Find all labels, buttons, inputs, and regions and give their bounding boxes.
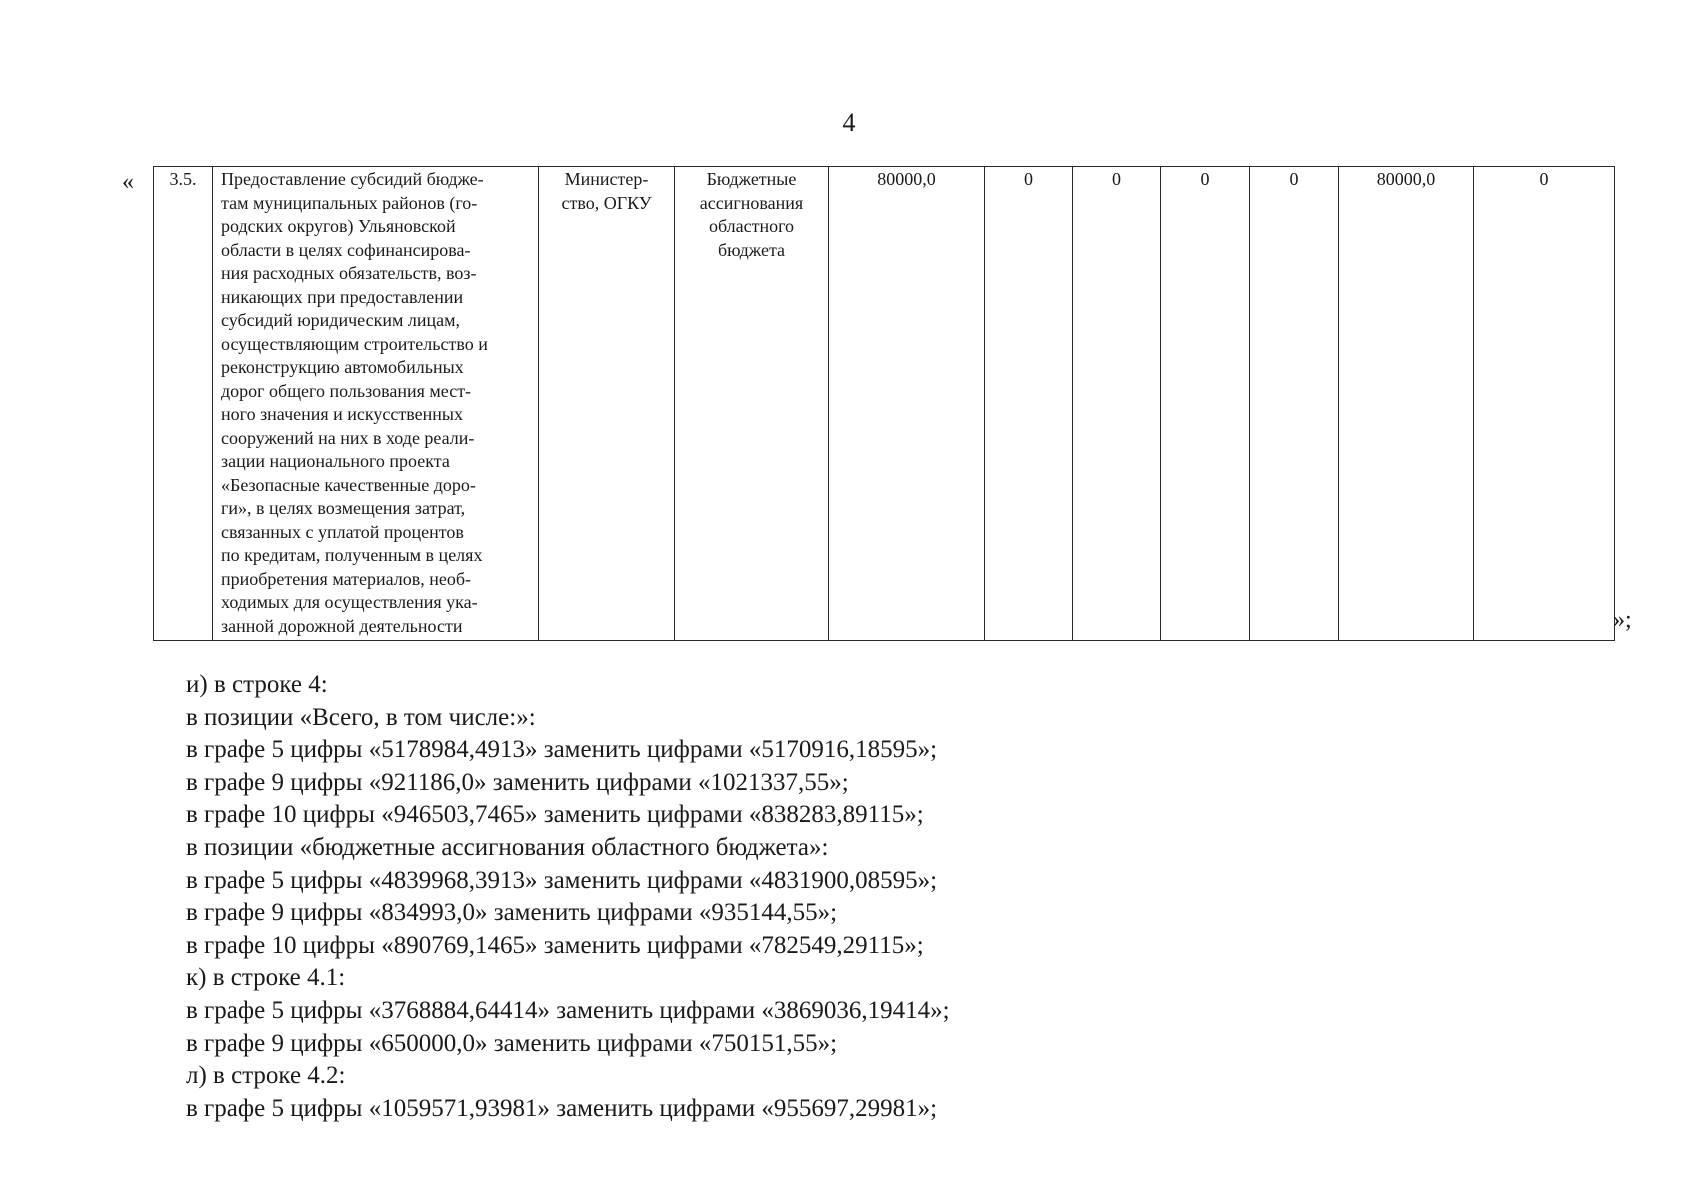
closing-quote: »; — [1613, 607, 1632, 633]
amendment-line: в позиции «бюджетные ассигнования областного бюджета»: — [186, 833, 829, 861]
amendment-line: в позиции «Всего, в том числе:»: — [186, 703, 536, 731]
page-number: 4 — [842, 108, 856, 137]
value-cell-total: 80000,0 — [829, 167, 985, 641]
value-cell: 0 — [1250, 167, 1339, 641]
row-executor-cell: Министер- ство, ОГКУ — [539, 167, 675, 641]
amendment-text — [186, 669, 950, 1125]
amendment-line: в графе 9 цифры «921186,0» заменить цифрами «1021337,55»; — [186, 768, 849, 796]
amendment-line: в графе 5 цифры «3768884,64414» заменить цифрами «3869036,19414»; — [186, 996, 950, 1024]
value-cell: 0 — [985, 167, 1073, 641]
amendment-line: в графе 5 цифры «5178984,4913» заменить цифрами «5170916,18595»; — [186, 736, 938, 764]
amendment-line: в графе 5 цифры «1059571,93981» заменить цифрами «955697,29981»; — [186, 1094, 938, 1122]
value-cell: 80000,0 — [1339, 167, 1474, 641]
opening-quote: « — [122, 169, 134, 195]
amendment-line: и) в строке 4: — [186, 671, 328, 698]
amendment-line: в графе 5 цифры «4839968,3913» заменить цифрами «4831900,08595»; — [186, 866, 938, 894]
table-row — [154, 167, 1615, 641]
amendment-line: в графе 10 цифры «946503,7465» заменить цифрами «838283,89115»; — [186, 801, 924, 829]
row-funding-source-cell: Бюджетные ассигнования областного бюджета — [675, 167, 829, 641]
program-table — [153, 166, 1615, 641]
amendment-line: в графе 9 цифры «650000,0» заменить цифрами «750151,55»; — [186, 1029, 838, 1057]
row-number-cell: 3.5. — [154, 167, 213, 641]
amendment-line: л) в строке 4.2: — [186, 1062, 346, 1090]
value-cell: 0 — [1073, 167, 1161, 641]
amendment-line: в графе 9 цифры «834993,0» заменить цифрами «935144,55»; — [186, 899, 838, 927]
amendment-line: в графе 10 цифры «890769,1465» заменить цифрами «782549,29115»; — [186, 931, 924, 959]
row-description-cell: Предоставление субсидий бюдже- там муниципальных районов (го- родских округов) Ульяновской области в целях софинансирова- ния расходных обязательств, воз- никающих при предоставлении субсидий юридическим лицам, осуществляющим строительство и реконструкцию автомобильных дорог общего пользования мест- ного значения и искусственных сооружений на них в ходе реали- зации национального проекта «Безопасные качественные доро- ги», в целях возмещения затрат, связанных с уплатой процентов по кредитам, полученным в целях приобретения материалов, необ- ходимых для осуществления ука- занной дорожной деятельности — [213, 167, 539, 641]
amendment-line: к) в строке 4.1: — [186, 964, 346, 992]
value-cell: 0 — [1161, 167, 1250, 641]
value-cell: 0 — [1474, 167, 1615, 641]
